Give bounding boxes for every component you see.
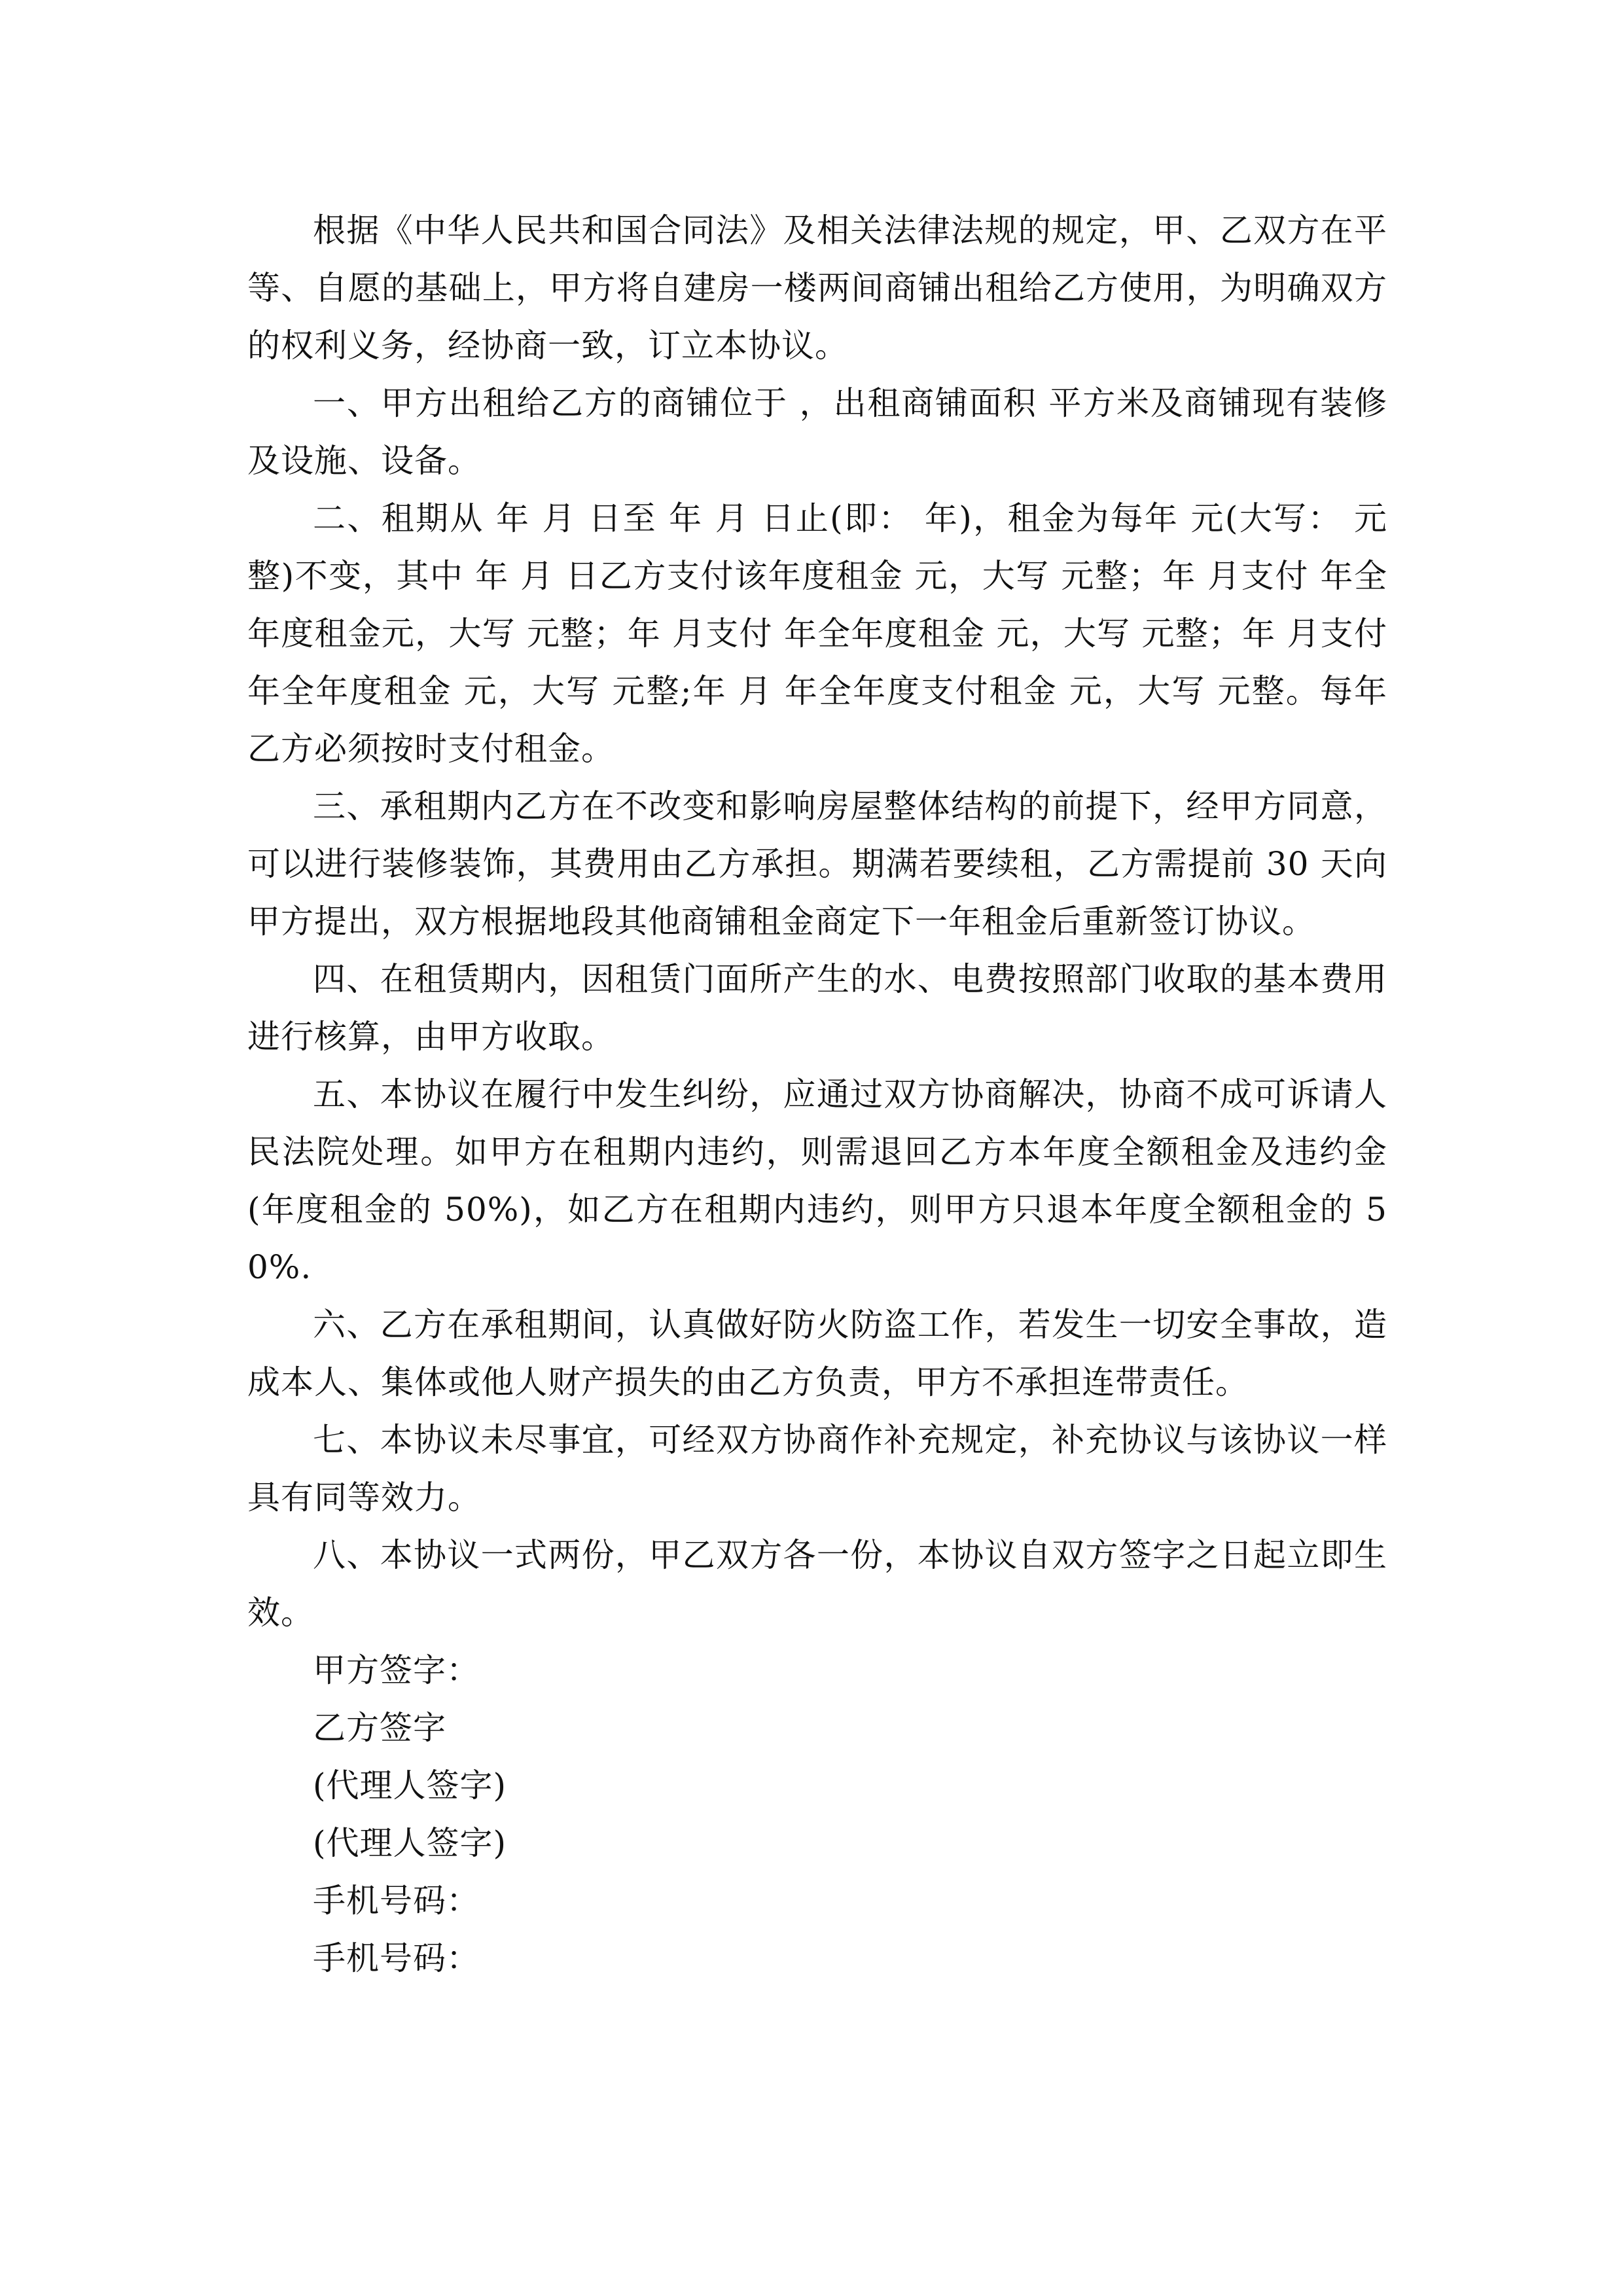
- clause-7-paragraph: 七、本协议未尽事宜，可经双方协商作补充规定，补充协议与该协议一样具有同等效力。: [247, 1421, 1387, 1516]
- party-b-agent-signature-line: (代理人签字): [313, 1824, 507, 1862]
- clause-4-paragraph: 四、在租赁期内，因租赁门面所产生的水、电费按照部门收取的基本费用进行核算，由甲方收取。: [247, 960, 1387, 1056]
- contract-body: [247, 202, 1387, 1987]
- clause-3-paragraph: 三、承租期内乙方在不改变和影响房屋整体结构的前提下，经甲方同意，可以进行装修装饰，其费用由乙方承担。期满若要续租，乙方需提前 30 天向甲方提出，双方根据地段其他商铺租金商定下一年租金后重新签订协议。: [247, 787, 1387, 941]
- party-b-phone-line: 手机号码：: [313, 1939, 480, 1977]
- clause-1-paragraph: 一、甲方出租给乙方的商铺位于 ，出租商铺面积 平方米及商铺现有装修及设施、设备。: [247, 384, 1387, 480]
- clause-2-paragraph: 二、租期从 年 月 日至 年 月 日止(即： 年)，租金为每年 元(大写： 元整)不变，其中 年 月 日乙方支付该年度租金 元，大写 元整；年 月支付 年全年度租金元，大写 元整；年 月支付 年全年度租金 元，大写 元整；年 月支付 年全年度租金 元，大写 元整;年 月 年全年度支付租金 元，大写 元整。每年乙方必须按时支付租金。: [247, 499, 1387, 768]
- party-a-agent-signature-line: (代理人签字): [313, 1767, 507, 1804]
- party-a-phone-line: 手机号码：: [313, 1882, 480, 1920]
- clause-6-paragraph: 六、乙方在承租期间，认真做好防火防盗工作，若发生一切安全事故，造成本人、集体或他人财产损失的由乙方负责，甲方不承担连带责任。: [247, 1306, 1387, 1401]
- clause-5-paragraph: 五、本协议在履行中发生纠纷，应通过双方协商解决，协商不成可诉请人民法院处理。如甲方在租期内违约，则需退回乙方本年度全额租金及违约金(年度租金的 50%)，如乙方在租期内违约，则甲方只退本年度全额租金的 50%.: [247, 1075, 1387, 1286]
- signature-block: [247, 1641, 1387, 1987]
- preamble-paragraph: 根据《中华人民共和国合同法》及相关法律法规的规定，甲、乙双方在平等、自愿的基础上，甲方将自建房一楼两间商铺出租给乙方使用，为明确双方的权利义务，经协商一致，订立本协议。: [247, 211, 1387, 365]
- party-a-signature-line: 甲方签字：: [313, 1651, 480, 1689]
- party-b-signature-line: 乙方签字: [313, 1709, 446, 1747]
- clause-8-paragraph: 八、本协议一式两份，甲乙双方各一份，本协议自双方签字之日起立即生效。: [247, 1536, 1387, 1632]
